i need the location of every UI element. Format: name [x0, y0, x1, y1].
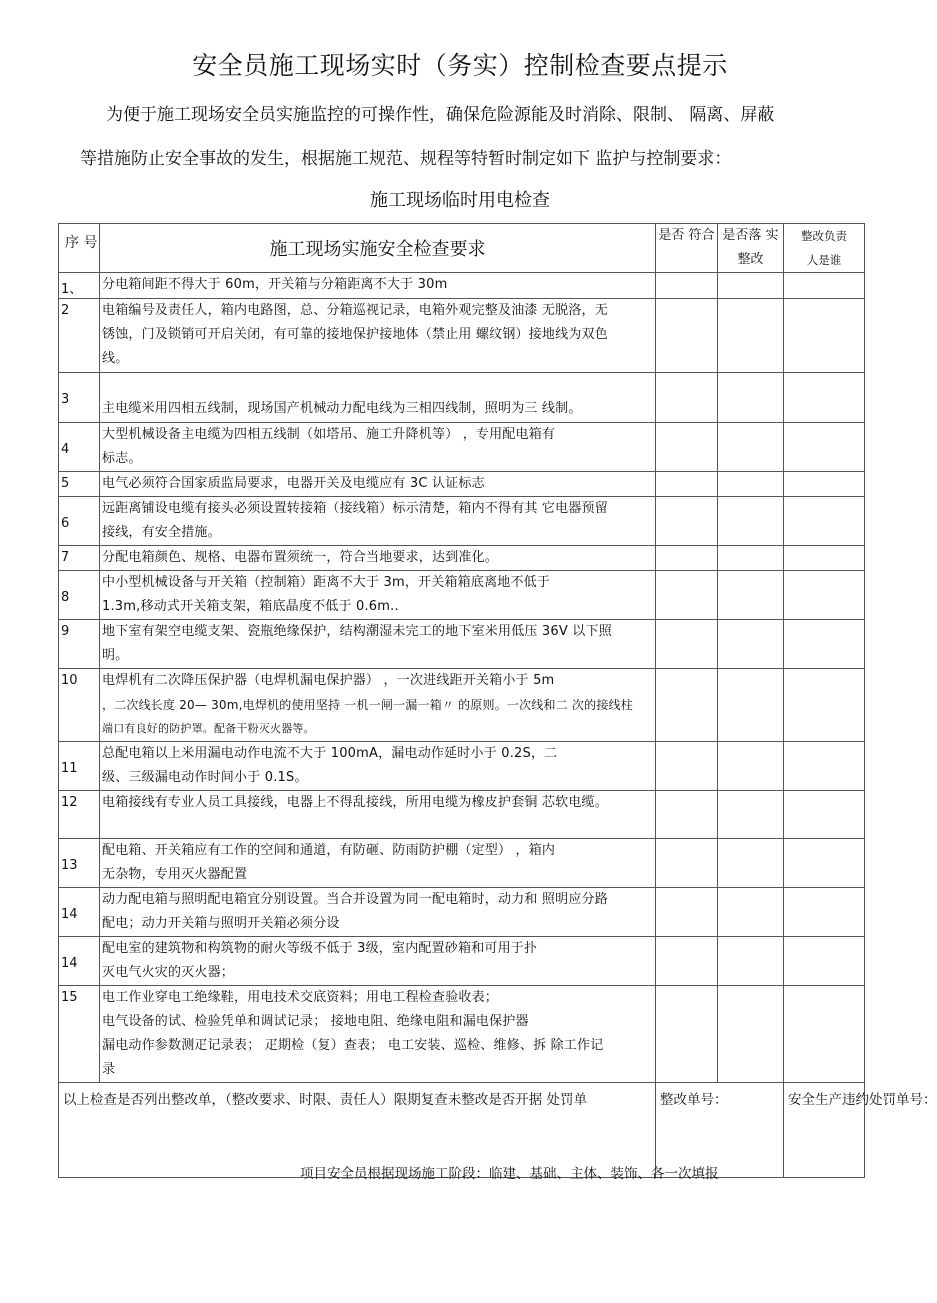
row-requirement [100, 986, 656, 1083]
compliance-cell[interactable] [656, 937, 718, 986]
rectify-cell[interactable] [718, 497, 784, 546]
header-rectify [718, 224, 784, 273]
requirement-line: 级、三级漏电动作时间小于 0.1S。 [102, 770, 308, 785]
row-requirement [100, 937, 656, 986]
table-row [59, 839, 865, 888]
requirement-line: 标志。 [102, 451, 142, 466]
requirement-line: 录 [102, 1062, 116, 1077]
table-row [59, 888, 865, 937]
page-title: 安全员施工现场实时（务实）控制检查要点提示 [192, 51, 728, 80]
table-row [59, 937, 865, 986]
owner-cell[interactable] [784, 497, 865, 546]
row-requirement [100, 742, 656, 791]
header-owner [784, 224, 865, 273]
header-requirement: 施工现场实施安全检查要求 [100, 224, 656, 273]
table-row [59, 571, 865, 620]
header-rectify-line1: 是否落 实 [722, 228, 779, 243]
table-row [59, 423, 865, 472]
rectify-cell[interactable] [718, 546, 784, 571]
summary-question: 以上检查是否列出整改单，（整改要求、时限、责任人）限期复查未整改是否开据 处罚单 [63, 1092, 588, 1108]
intro-line-1: 为便于施工现场安全员实施监控的可操作性，确保危险源能及时消除、限制、 隔离、屏蔽 [106, 105, 775, 125]
requirement-line: 线。 [102, 351, 129, 366]
row-requirement [100, 791, 656, 839]
table-row [59, 373, 865, 423]
rectify-cell[interactable] [718, 669, 784, 742]
compliance-cell[interactable] [656, 273, 718, 299]
row-number: 14 [59, 937, 100, 986]
rectify-cell[interactable] [718, 937, 784, 986]
row-requirement [100, 669, 656, 742]
requirement-line: 总配电箱以上米用漏电动作电流不大于 100mA，漏电动作延时小于 0.2S，二 [102, 746, 558, 761]
row-requirement [100, 571, 656, 620]
requirement-line: 分电箱间距不得大于 60m，开关箱与分箱距离不大于 30m [102, 277, 448, 292]
rectify-cell[interactable] [718, 273, 784, 299]
requirement-line: 动力配电箱与照明配电箱宜分别设置。当合并设置为同一配电箱时，动力和 照明应分路 [102, 892, 608, 907]
requirement-line: 锈蚀，门及锁销可开启关闭，有可靠的接地保护接地体（禁止用 螺纹钢）接地线为双色 [102, 327, 608, 342]
header-compliance: 是否 符合 [656, 224, 718, 273]
rectify-number-label: 整改单号： [660, 1092, 728, 1108]
compliance-cell[interactable] [656, 986, 718, 1083]
requirement-line [102, 373, 653, 397]
requirement-line: 电气必须符合国家质监局要求，电器开关及电缆应有 3C 认证标志 [102, 476, 485, 491]
requirement-line: 接线，有安全措施。 [102, 525, 221, 540]
owner-cell[interactable] [784, 791, 865, 839]
rectify-cell[interactable] [718, 791, 784, 839]
owner-cell[interactable] [784, 669, 865, 742]
rectify-cell[interactable] [718, 888, 784, 937]
compliance-cell[interactable] [656, 888, 718, 937]
row-number: 5 [59, 472, 100, 497]
row-number: 7 [59, 546, 100, 571]
requirement-line: 灭电气火灾的灭火器； [102, 965, 235, 980]
owner-cell[interactable] [784, 620, 865, 669]
rectify-cell[interactable] [718, 423, 784, 472]
row-number: 14 [59, 888, 100, 937]
row-number: 10 [59, 669, 100, 742]
requirement-line: 1.3m,移动式开关箱支架，箱底晶度不低于 0.6m.. [102, 599, 399, 614]
table-row [59, 273, 865, 299]
compliance-cell[interactable] [656, 497, 718, 546]
row-requirement [100, 472, 656, 497]
compliance-cell[interactable] [656, 472, 718, 497]
header-no: 序 号 [59, 224, 100, 273]
row-number: 13 [59, 839, 100, 888]
owner-cell[interactable] [784, 839, 865, 888]
requirement-line: 中小型机械设备与开关箱（控制箱）距离不大于 3m，开关箱箱底离地不低于 [102, 575, 551, 590]
row-number: 9 [59, 620, 100, 669]
requirement-line: 配电室的建筑物和构筑物的耐火等级不低于 3级，室内配置砂箱和可用于扑 [102, 941, 538, 956]
table-header-row [59, 224, 865, 273]
compliance-cell[interactable] [656, 791, 718, 839]
table-row [59, 472, 865, 497]
table-row [59, 299, 865, 373]
row-number: 6 [59, 497, 100, 546]
requirement-line: 配电箱、开关箱应有工作的空间和通道，有防砸、防雨防护棚（定型） ，箱内 [102, 843, 556, 858]
requirement-line: 地下室有架空电缆支架、瓷瓶绝缘保护，结构潮湿未完工的地下室米用低压 36V 以下照 [102, 624, 612, 639]
rectify-cell[interactable] [718, 839, 784, 888]
requirement-line: 电箱接线有专业人员工具接线，电器上不得乱接线，所用电缆为橡皮护套铜 芯软电缆。 [102, 795, 608, 810]
table-row [59, 986, 865, 1083]
row-requirement [100, 497, 656, 546]
requirement-line: 主电缆米用四相五线制，现场国产机械动力配电线为三相四线制，照明为三 线制。 [102, 401, 582, 416]
row-number: 12 [59, 791, 100, 839]
compliance-cell[interactable] [656, 373, 718, 423]
rectify-cell[interactable] [718, 742, 784, 791]
rectify-cell[interactable] [718, 472, 784, 497]
rectify-cell[interactable] [718, 299, 784, 373]
table-row [59, 669, 865, 742]
inspection-table [58, 223, 937, 1178]
requirement-line: 配电；动力开关箱与照明开关箱必须分设 [102, 916, 340, 931]
table-row [59, 791, 865, 839]
owner-cell[interactable] [784, 571, 865, 620]
compliance-cell[interactable] [656, 423, 718, 472]
row-number: 11 [59, 742, 100, 791]
row-number: 4 [59, 423, 100, 472]
rectify-cell[interactable] [718, 571, 784, 620]
rectify-cell[interactable] [718, 986, 784, 1083]
row-number: 15 [59, 986, 100, 1083]
compliance-cell[interactable] [656, 299, 718, 373]
header-owner-line1: 整改负责 [801, 229, 847, 243]
requirement-line: 端口有良好的防护罩。配备干粉灭火器等。 [102, 722, 315, 735]
requirement-line: 电焊机有二次降压保护器（电焊机漏电保护器） ，一次进线距开关箱小于 5m [102, 673, 555, 688]
requirement-line: 漏电动作参数测疋记录表； 疋期检（复）查表； 电工安装、巡检、维修、拆 除工作记 [102, 1038, 604, 1053]
row-requirement [100, 546, 656, 571]
requirement-line: 电工作业穿电工绝缘鞋，用电技术交底资料；用电工程检查验收表； [102, 990, 499, 1005]
requirement-line: 分配电箱颜色、规格、电器布置须统一，符合当地要求，达到准化。 [102, 550, 499, 565]
intro-line-2: 等措施防止安全事故的发生，根据施工规范、规程等特暂时制定如下 监护与控制要求： [80, 149, 732, 169]
table-row [59, 497, 865, 546]
row-requirement [100, 888, 656, 937]
row-requirement [100, 620, 656, 669]
compliance-cell[interactable] [656, 620, 718, 669]
requirement-line: 电箱编号及责任人，箱内电路图，总、分箱巡视记录，电箱外观完整及油漆 无脱洛，无 [102, 303, 608, 318]
owner-cell[interactable] [784, 472, 865, 497]
row-requirement [100, 423, 656, 472]
requirement-line: 明。 [102, 648, 129, 663]
compliance-cell[interactable] [656, 669, 718, 742]
owner-cell[interactable] [784, 742, 865, 791]
owner-cell[interactable] [784, 546, 865, 571]
row-requirement [100, 839, 656, 888]
requirement-line: 大型机械设备主电缆为四相五线制（如塔吊、施工升降机等） ，专用配电箱有 [102, 427, 556, 442]
row-requirement [100, 299, 656, 373]
row-number: 8 [59, 571, 100, 620]
row-number: 3 [59, 373, 100, 423]
requirement-line: ，二次线长度 20— 30m,电焊机的使用坚持 一机一闸一漏一箱〃 的原则。一次线和二 次的接线柱 [102, 698, 633, 712]
owner-cell[interactable] [784, 299, 865, 373]
owner-cell[interactable] [784, 373, 865, 423]
penalty-number-cell[interactable] [784, 1083, 937, 1178]
owner-cell[interactable] [784, 888, 865, 937]
compliance-cell[interactable] [656, 742, 718, 791]
row-requirement [100, 273, 656, 299]
table-row [59, 620, 865, 669]
table-row [59, 546, 865, 571]
footer-note: 项目安全员根据现场施工阶段：临建、基础、主体、装饰、各一次填报 [300, 1166, 719, 1182]
owner-cell[interactable] [784, 273, 865, 299]
requirement-line: 远距离铺设电缆有接头必须设置转接箱（接线箱）标示清楚，箱内不得有其 它电器预留 [102, 501, 608, 516]
owner-cell[interactable] [784, 937, 865, 986]
owner-cell[interactable] [784, 423, 865, 472]
rectify-cell[interactable] [718, 373, 784, 423]
header-owner-line2: 人是谁 [806, 253, 842, 267]
table-row [59, 742, 865, 791]
rectify-cell[interactable] [718, 620, 784, 669]
section-subtitle: 施工现场临时用电检查 [370, 190, 550, 211]
row-number: 2 [59, 299, 100, 373]
owner-cell[interactable] [784, 986, 865, 1083]
compliance-cell[interactable] [656, 546, 718, 571]
header-rectify-line2: 整改 [737, 252, 764, 267]
penalty-number-label: 安全生产违约处罚单号： [788, 1092, 937, 1108]
requirement-line: 无杂物，专用灭火器配置 [102, 867, 248, 882]
row-number: 1、 [59, 273, 100, 299]
compliance-cell[interactable] [656, 839, 718, 888]
compliance-cell[interactable] [656, 571, 718, 620]
requirement-line: 电气设备的试、检验凭单和调试记录； 接地电阻、绝缘电阻和漏电保护器 [102, 1014, 529, 1029]
row-requirement [100, 373, 656, 423]
